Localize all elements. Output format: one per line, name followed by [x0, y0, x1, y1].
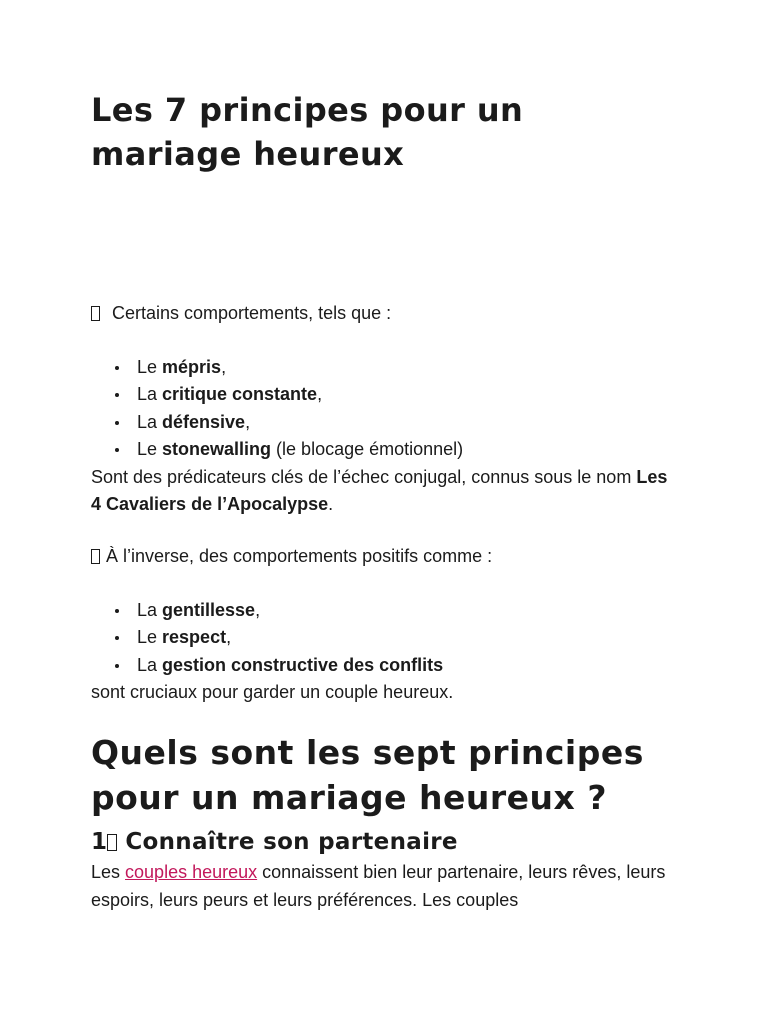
- list-item: Le respect,: [91, 624, 681, 652]
- list-item: La gestion constructive des conflits: [91, 652, 681, 680]
- bullet-icon: [115, 421, 119, 425]
- couples-heureux-link[interactable]: couples heureux: [125, 862, 258, 882]
- positive-section: [91, 543, 681, 707]
- list-item: La critique constante,: [91, 381, 681, 409]
- principle-title: Connaître son partenaire: [125, 829, 458, 855]
- positive-text: À l’inverse, des comportements positifs comme :: [106, 546, 493, 566]
- section-heading: Quels sont les sept principes pour un mariage heureux ?: [91, 733, 644, 817]
- positive-conclusion: sont cruciaux pour garder un couple heureux.: [91, 682, 454, 702]
- bullet-icon: [115, 366, 119, 370]
- emoji-placeholder-icon: [91, 549, 100, 564]
- bullet-icon: [115, 609, 119, 613]
- bullet-icon: [115, 448, 119, 452]
- intro-text: Certains comportements, tels que :: [112, 303, 392, 323]
- positive-line: [91, 543, 681, 571]
- positive-behaviors-list: [91, 597, 681, 680]
- intro-line: [91, 300, 681, 328]
- list-item: La défensive,: [91, 409, 681, 437]
- page-title: Les 7 principes pour un mariage heureux: [91, 91, 524, 173]
- negative-behaviors-list: [91, 354, 681, 464]
- principle-1-heading: [91, 826, 458, 858]
- principle-1-paragraph: Les couples heureux connaissent bien leur partenaire, leurs rêves, leurs espoirs, leurs peurs et leurs préférences. Les couples: [91, 862, 666, 910]
- intro-conclusion: Sont des prédicateurs clés de l’échec conjugal, connus sous le nom Les 4 Cavaliers de l’Apocalypse.: [91, 466, 668, 514]
- bullet-icon: [115, 636, 119, 640]
- intro-section: [91, 300, 681, 519]
- list-item: Le mépris,: [91, 354, 681, 382]
- keycap-emoji-placeholder-icon: [107, 834, 117, 851]
- emoji-placeholder-icon: [91, 306, 100, 321]
- bullet-icon: [115, 393, 119, 397]
- list-item: La gentillesse,: [91, 597, 681, 625]
- bullet-icon: [115, 664, 119, 668]
- list-item: Le stonewalling (le blocage émotionnel): [91, 436, 681, 464]
- principle-number: 1: [91, 829, 108, 855]
